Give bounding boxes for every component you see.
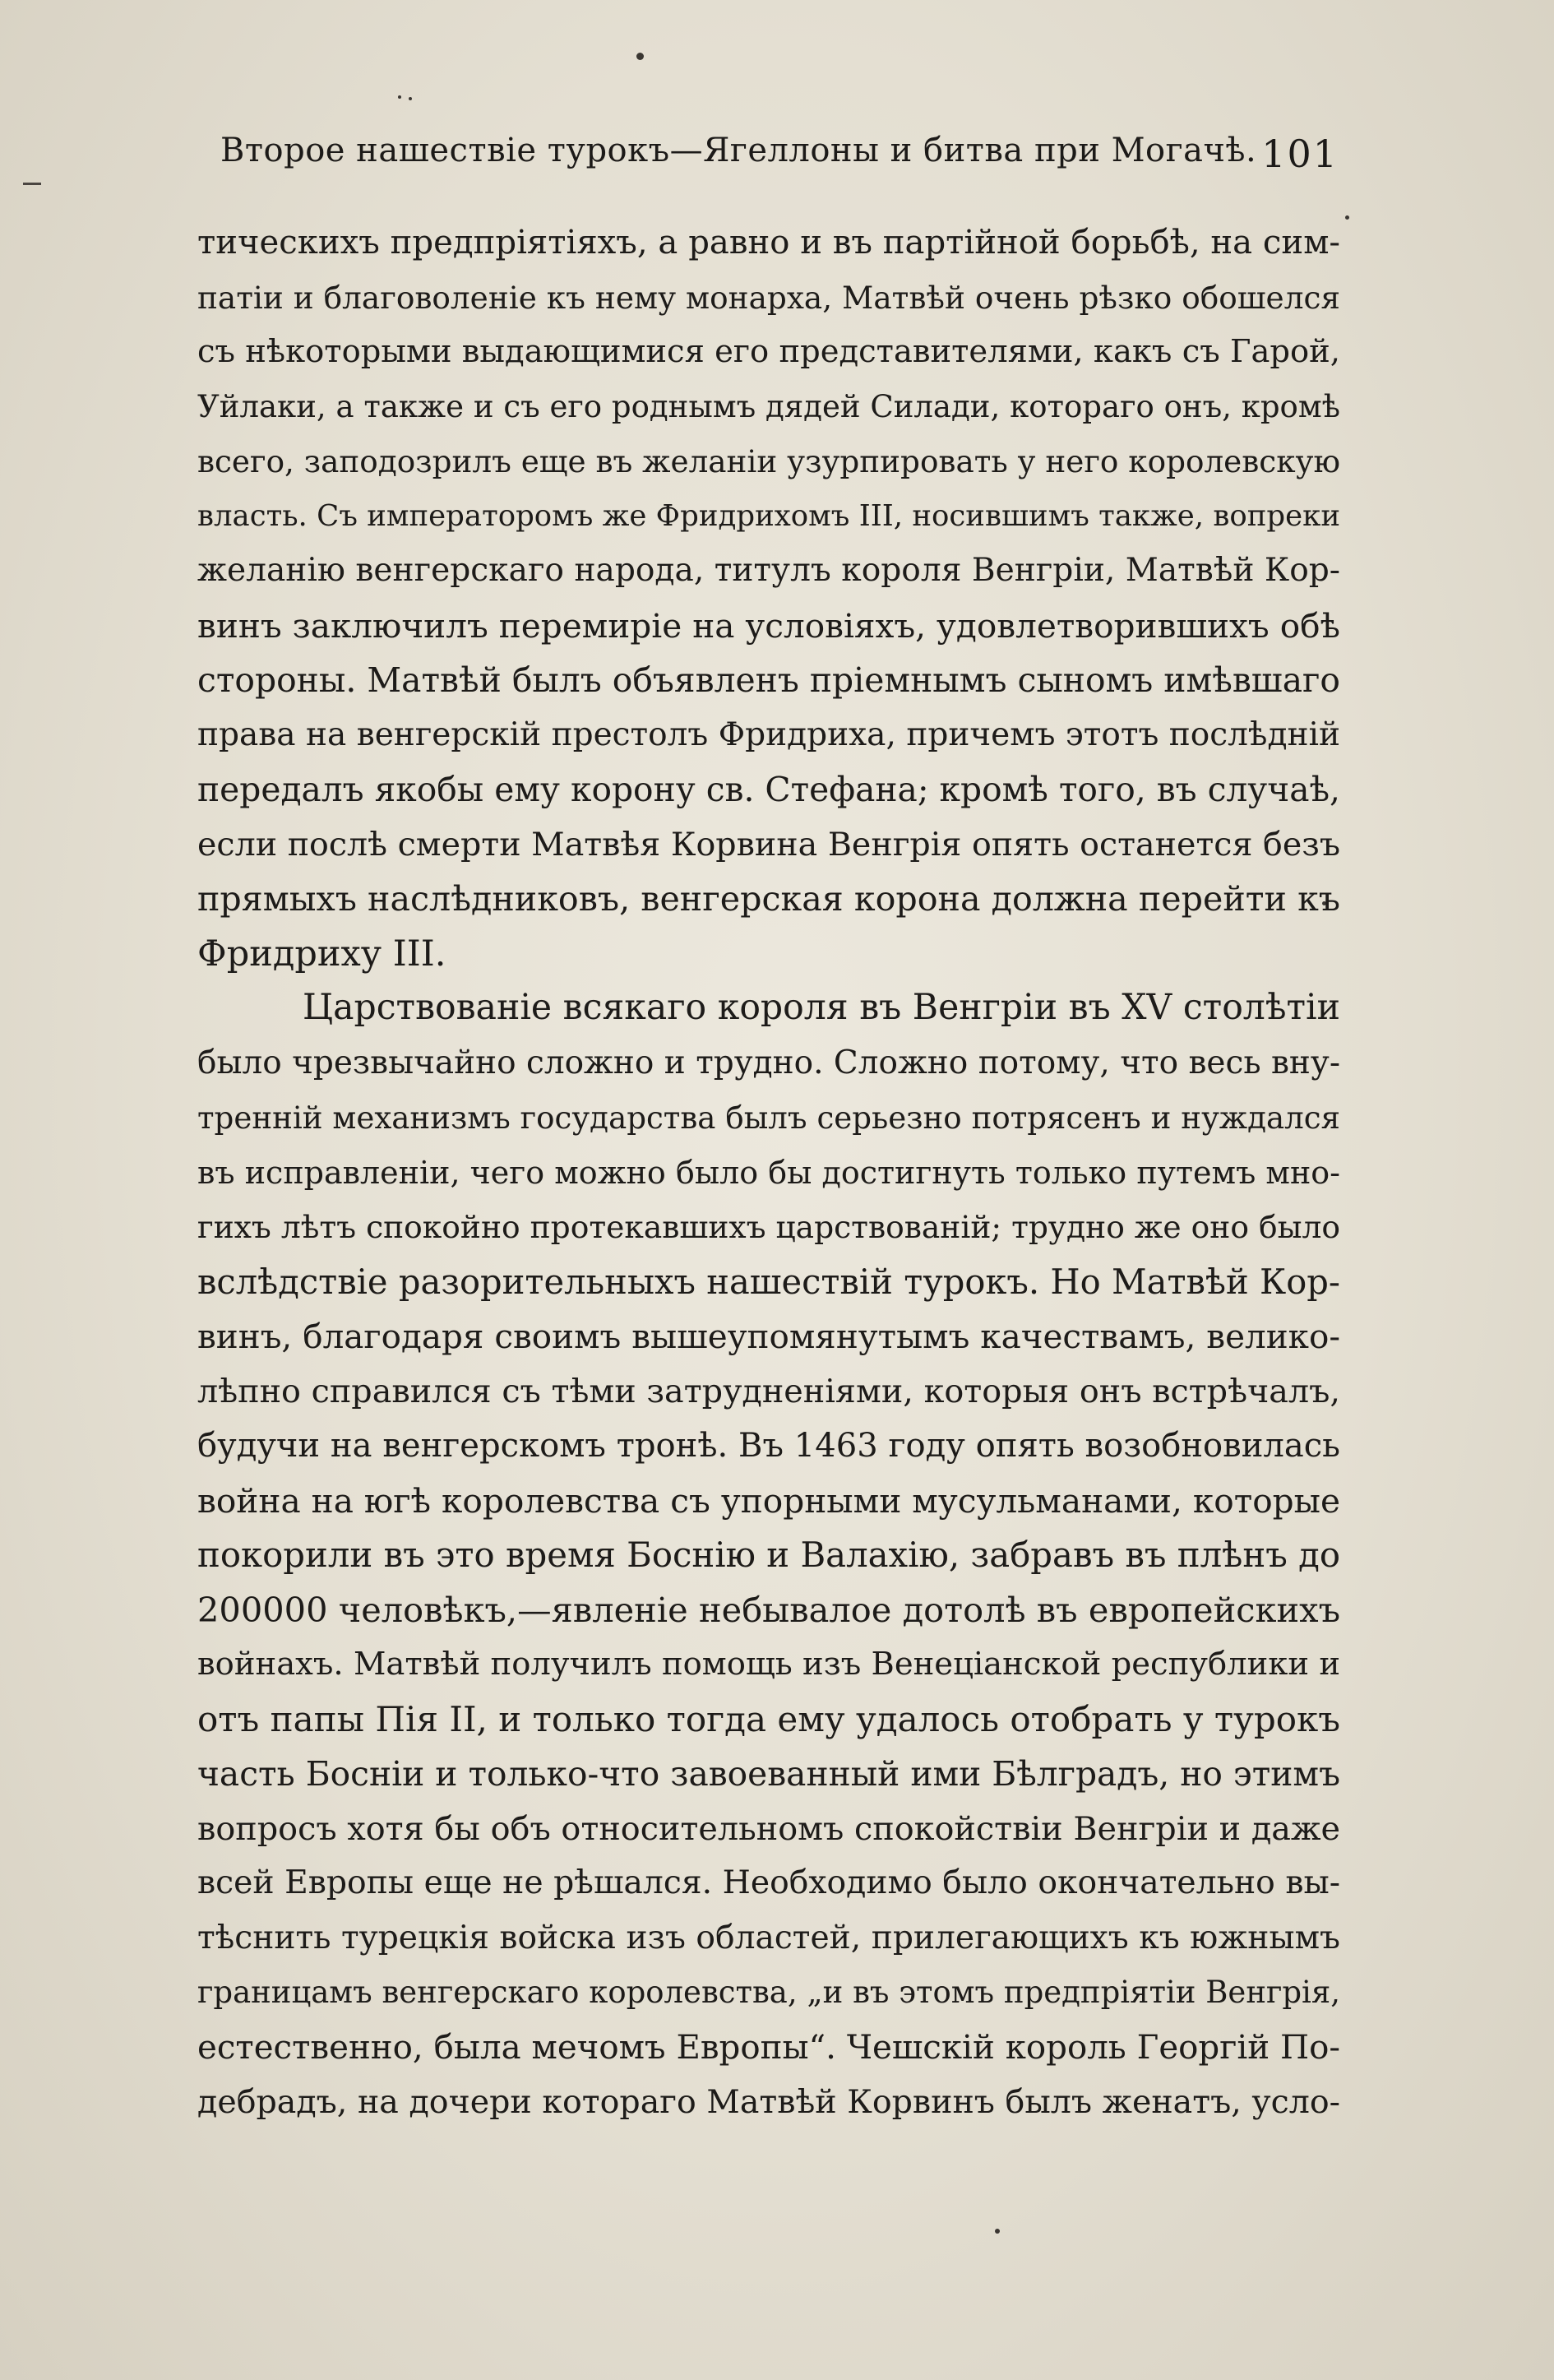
ink-speck bbox=[995, 2229, 1000, 2234]
text-line: въ исправленіи, чего можно было бы достигнуть только путемъ мно- bbox=[197, 1154, 1340, 1191]
text-line: гихъ лѣтъ спокойно протекавшихъ царствованій; трудно же оно было bbox=[197, 1209, 1340, 1245]
ink-speck bbox=[636, 53, 644, 60]
ink-speck bbox=[398, 95, 401, 99]
paragraph bbox=[197, 215, 1340, 981]
text-line: вслѣдствіе разорительныхъ нашествій турокъ. Но Матвѣй Кор- bbox=[197, 1261, 1340, 1302]
text-line: войнахъ. Матвѣй получилъ помощь изъ Венеціанской республики и bbox=[197, 1646, 1340, 1683]
ink-speck bbox=[1345, 215, 1349, 220]
text-line: часть Босніи и только-что завоеванный ими Бѣлградъ, но этимъ bbox=[197, 1754, 1340, 1794]
text-line: тренній механизмъ государства былъ серьезно потрясенъ и нуждался bbox=[197, 1100, 1340, 1136]
text-line: отъ папы Пія II, и только тогда ему удалось отобрать у турокъ bbox=[197, 1698, 1340, 1739]
text-line: винъ, благодаря своимъ вышеупомянутымъ качествамъ, велико- bbox=[197, 1317, 1340, 1356]
text-line: 200000 человѣкъ,—явленіе небывалое дотолѣ въ европейскихъ bbox=[197, 1589, 1340, 1630]
text-line: Фридриху III. bbox=[197, 933, 446, 975]
page-number: 101 bbox=[1261, 132, 1339, 176]
text-line: война на югѣ королевства съ упорными мусульманами, которые bbox=[197, 1480, 1340, 1521]
text-line: власть. Съ императоромъ же Фридрихомъ III, носившимъ также, вопреки bbox=[197, 498, 1340, 533]
text-line: передалъ якобы ему корону св. Стефана; кромѣ того, въ случаѣ, bbox=[197, 770, 1340, 809]
text-line: желанію венгерскаго народа, титулъ короля Венгріи, Матвѣй Кор- bbox=[197, 552, 1340, 589]
text-line: дебрадъ, на дочери котораго Матвѣй Корвинъ былъ женатъ, усло- bbox=[197, 2083, 1340, 2121]
text-line: всего, заподозрилъ еще въ желаніи узурпировать у него королевскую bbox=[197, 443, 1340, 479]
text-line: патіи и благоволеніе къ нему монарха, Матвѣй очень рѣзко обошелся bbox=[197, 279, 1340, 316]
text-line: съ нѣкоторыми выдающимися его представителями, какъ съ Гарой, bbox=[197, 333, 1340, 370]
text-line: естественно, была мечомъ Европы“. Чешскій король Георгій По- bbox=[197, 2027, 1340, 2067]
text-line: вопросъ хотя бы объ относительномъ спокойствіи Венгріи и даже bbox=[197, 1809, 1340, 1848]
text-line: тѣснить турецкія войска изъ областей, прилегающихъ къ южнымъ bbox=[197, 1919, 1340, 1956]
text-line: прямыхъ наслѣдниковъ, венгерская корона должна перейти къ bbox=[197, 879, 1340, 919]
text-line: всей Европы еще не рѣшался. Необходимо было окончательно вы- bbox=[197, 1864, 1340, 1901]
running-head: Второе нашествіе турокъ—Ягеллоны и битва при Могачѣ. bbox=[220, 132, 1257, 169]
text-line: винъ заключилъ перемиріе на условіяхъ, удовлетворившихъ обѣ bbox=[197, 605, 1340, 646]
text-line: Царствованіе всякаго короля въ Венгріи въ XV столѣтіи bbox=[303, 988, 1340, 1028]
text-line: Уйлаки, а также и съ его роднымъ дядей Силади, котораго онъ, кромѣ bbox=[197, 388, 1340, 424]
text-line: если послѣ смерти Матвѣя Корвина Венгрія опять останется безъ bbox=[197, 825, 1340, 864]
page-header bbox=[220, 132, 1339, 197]
text-line: покорили въ это время Боснію и Валахію, забравъ въ плѣнъ до bbox=[197, 1535, 1340, 1575]
text-line: границамъ венгерскаго королевства, „и въ этомъ предпріятіи Венгрія, bbox=[197, 1975, 1340, 2010]
text-line: будучи на венгерскомъ тронѣ. Въ 1463 году опять возобновилась bbox=[197, 1427, 1340, 1465]
text-line: лѣпно справился съ тѣми затрудненіями, которыя онъ встрѣчалъ, bbox=[197, 1372, 1340, 1410]
text-line: было чрезвычайно сложно и трудно. Сложно потому, что весь вну- bbox=[197, 1044, 1340, 1081]
text-line: стороны. Матвѣй былъ объявленъ пріемнымъ сыномъ имѣвшаго bbox=[197, 660, 1340, 700]
paragraph bbox=[197, 981, 1340, 2130]
ink-speck bbox=[409, 97, 412, 100]
body-text bbox=[197, 215, 1340, 2130]
text-line: тическихъ предпріятіяхъ, а равно и въ партійной борьбѣ, на сим- bbox=[197, 224, 1340, 262]
margin-mark bbox=[23, 183, 41, 185]
text-line: права на венгерскій престолъ Фридриха, причемъ этотъ послѣдній bbox=[197, 715, 1340, 753]
